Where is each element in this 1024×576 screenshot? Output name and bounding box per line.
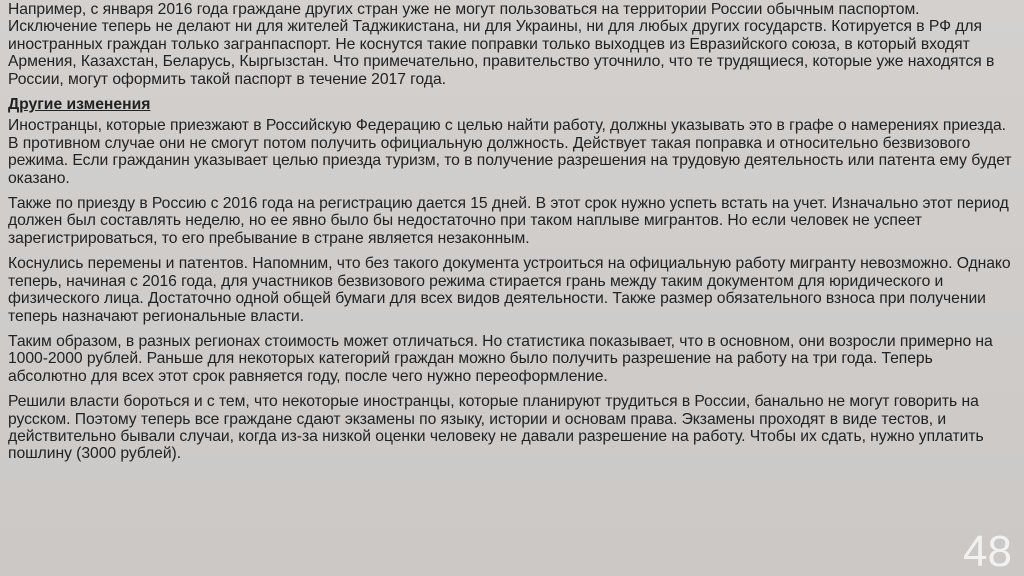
page-number: 48	[963, 527, 1012, 576]
paragraph-patents: Коснулись перемены и патентов. Напомним, что без такого документа устроиться на официальную работу мигранту невозможно. Однако теперь, начиная с 2016 года, для участников безвизового режима стирается грань между таким документом для юридического и физического лица. Достаточно одной общей бумаги для всех видов деятельности. Также размер обязательного взноса при получении теперь назначают региональные власти.	[8, 255, 1011, 325]
paragraph-cost: Таким образом, в разных регионах стоимость может отличаться. Но статистика показывает, что в основном, они возросли примерно на 1000-2000 рублей. Раньше для некоторых категорий граждан можно было получить разрешение на работу на три года. Теперь абсолютно для всех этот срок равняется году, после чего нужно переоформление.	[8, 332, 993, 385]
paragraph-registration: Также по приезду в Россию с 2016 года на регистрацию дается 15 дней. В этот срок нужно успеть встать на учет. Изначально этот период должен был составлять неделю, но ее явно было бы недостаточно при таком наплыве мигрантов. Но если человек не успеет зарегистрироваться, то его пребывание в стране является незаконным.	[8, 195, 1009, 247]
document-body	[8, 1, 1013, 471]
paragraph-passport: Например, с января 2016 года граждане других стран уже не могут пользоваться на территории России обычным паспортом. Исключение теперь не делают ни для жителей Таджикистана, ни для Украины, ни для любых других государств. Котируется в РФ для иностранных граждан только загранпаспорт. Не коснутся такие поправки только выходцев из Евразийского союза, в который входят Армения, Казахстан, Беларусь, Кыргызстан. Что примечательно, правительство уточнило, что те трудящиеся, которые уже находятся в России, могут оформить такой паспорт в течение 2017 года.	[8, 1, 995, 88]
section-heading: Другие изменения	[8, 96, 151, 114]
paragraph-exams: Решили власти бороться и с тем, что некоторые иностранцы, которые планируют трудиться в России, банально не могут говорить на русском. Поэтому теперь все граждане сдают экзамены по языку, истории и основам права. Экзамены проходят в виде тестов, и действительно бывали случаи, когда из-за низкой оценки человеку не давали разрешение на работу. Чтобы их сдать, нужно уплатить пошлину (3000 рублей).	[8, 393, 984, 463]
paragraph-purpose-of-visit: Иностранцы, которые приезжают в Российскую Федерацию с целью найти работу, должны указывать это в графе о намерениях приезда. В противном случае они не смогут потом получить официальную должность. Действует такая поправка и относительно безвизового режима. Если гражданин указывает целью приезда туризм, то в получение разрешения на трудовую деятельность или патента ему будет оказано.	[8, 117, 1012, 187]
